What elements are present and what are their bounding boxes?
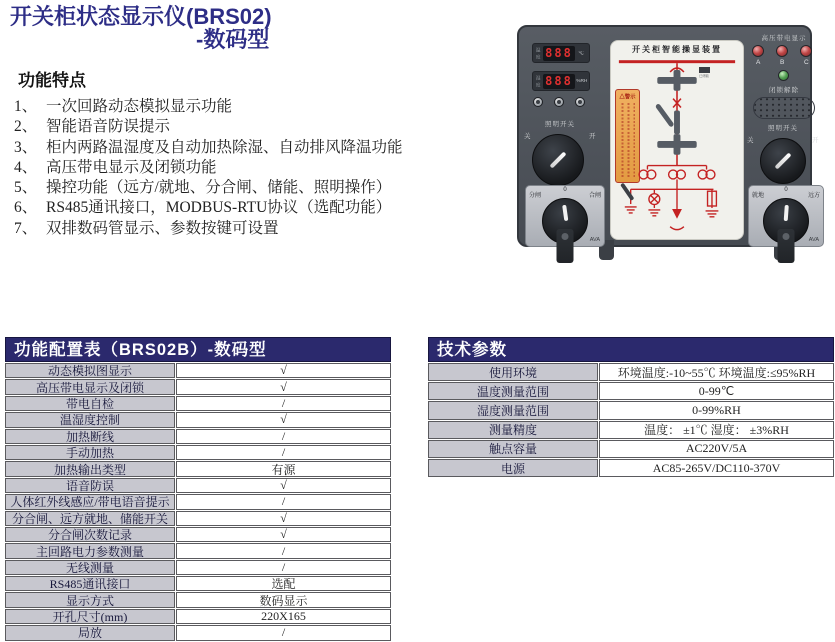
config-row-label: RS485通讯接口 xyxy=(5,576,175,591)
table-row xyxy=(428,382,834,400)
table-row xyxy=(428,401,834,419)
config-row-label: 无线测量 xyxy=(5,560,175,575)
left-switch-on-label: 开 xyxy=(589,133,596,140)
temperature-label: 温度 xyxy=(535,48,541,61)
selector-close-label: 合闸 xyxy=(588,193,601,199)
config-row-label: 手动加热 xyxy=(5,445,175,460)
local-remote-selector xyxy=(748,185,824,247)
table-row xyxy=(5,363,391,378)
feature-text: 智能语音防误提示 xyxy=(46,118,171,136)
page-title-line2: -数码型 xyxy=(196,27,270,52)
config-row-value: / xyxy=(176,429,391,444)
open-close-selector xyxy=(525,185,605,247)
interlock-led-icon xyxy=(778,70,789,81)
config-row-value: 220X165 xyxy=(176,609,391,624)
table-row xyxy=(428,440,834,458)
tech-row-value: 0-99%RH xyxy=(599,401,834,419)
config-row-label: 动态模拟图显示 xyxy=(5,363,175,378)
feature-text: 高压带电显示及闭锁功能 xyxy=(46,158,217,176)
feature-text: 柜内两路温湿度及自动加热除湿、自动排风降温功能 xyxy=(46,138,403,156)
config-row-value: √ xyxy=(176,363,391,378)
feature-number: 5、 xyxy=(14,179,38,197)
page-title-line1: 开关柜状态显示仪(BRS02) xyxy=(10,4,272,29)
selector-open-label: 分闸 xyxy=(529,193,542,199)
config-row-value: / xyxy=(176,445,391,460)
config-row-value: √ xyxy=(176,478,391,493)
tech-row-value: AC220V/5A xyxy=(599,440,834,458)
interlock-label: 闭锁解除 xyxy=(769,87,799,94)
phase-a-led-icon xyxy=(752,45,764,57)
tech-row-label: 湿度测量范围 xyxy=(428,401,598,419)
table-row xyxy=(428,421,834,439)
config-row-value: 数码显示 xyxy=(176,592,391,607)
feature-number: 4、 xyxy=(14,158,38,176)
selector-zero-label: 0 xyxy=(784,187,788,193)
humidity-value: 888 xyxy=(543,74,575,89)
config-row-label: 加热断线 xyxy=(5,429,175,444)
table-row xyxy=(5,461,391,476)
tech-row-label: 温度测量范围 xyxy=(428,382,598,400)
feature-text: 双排数码管显示、参数按键可设置 xyxy=(46,219,279,237)
feature-text: RS485通讯接口，MODBUS-RTU协议（选配功能） xyxy=(46,199,392,217)
config-table xyxy=(5,337,391,641)
tech-row-label: 触点容量 xyxy=(428,440,598,458)
config-row-label: 主回路电力参数测量 xyxy=(5,543,175,558)
selector-remote-label: 远方 xyxy=(807,193,820,199)
tech-table-rows xyxy=(428,363,834,477)
table-row xyxy=(5,511,391,526)
config-row-label: 分合闸、远方就地、储能开关 xyxy=(5,511,175,526)
temperature-value: 888 xyxy=(543,46,575,61)
config-row-label: 开孔尺寸(mm) xyxy=(5,609,175,624)
config-row-label: 加热输出类型 xyxy=(5,461,175,476)
selector-zero-label: 0 xyxy=(563,187,567,193)
feature-item xyxy=(14,158,494,178)
setting-buttons xyxy=(533,97,585,107)
config-row-value: 选配 xyxy=(176,576,391,591)
local-remote-rotary-icon xyxy=(763,198,809,244)
left-lighting-knob-icon xyxy=(532,134,584,186)
table-row xyxy=(5,412,391,427)
config-row-value: √ xyxy=(176,412,391,427)
temperature-unit: ℃ xyxy=(578,51,584,56)
phase-b-led-icon xyxy=(776,45,788,57)
tech-row-value: AC85-265V/DC110-370V xyxy=(599,459,834,477)
config-row-label: 语音防误 xyxy=(5,478,175,493)
tech-table xyxy=(428,337,834,477)
tech-row-value: 0-99℃ xyxy=(599,382,834,400)
energy-storage-label: 已储能 xyxy=(699,74,709,78)
selector-code: AVA xyxy=(589,237,600,243)
config-row-label: 局放 xyxy=(5,625,175,640)
config-row-label: 带电自检 xyxy=(5,396,175,411)
phase-b-label: B xyxy=(780,59,785,66)
tech-table-title: 技术参数 xyxy=(428,337,834,362)
config-row-label: 显示方式 xyxy=(5,592,175,607)
table-row xyxy=(5,379,391,394)
feature-item xyxy=(14,117,494,137)
speaker-icon xyxy=(753,97,815,119)
config-row-value: √ xyxy=(176,527,391,542)
config-row-value: / xyxy=(176,543,391,558)
feature-text: 操控功能（远方/就地、分合闸、储能、照明操作） xyxy=(46,179,392,197)
config-row-value: / xyxy=(176,396,391,411)
config-table-rows xyxy=(5,363,391,641)
selector-local-label: 就地 xyxy=(752,193,765,199)
phase-c-led-icon xyxy=(800,45,812,57)
feature-number: 6、 xyxy=(14,199,38,217)
table-row xyxy=(5,445,391,460)
page-title xyxy=(10,5,410,51)
table-row xyxy=(5,478,391,493)
config-row-label: 人体红外线感应/带电语音提示 xyxy=(5,494,175,509)
config-row-value: √ xyxy=(176,511,391,526)
config-row-value: / xyxy=(176,494,391,509)
phase-a-label: A xyxy=(756,59,761,66)
down-button-icon xyxy=(575,97,585,107)
left-switch-label: 照明开关 xyxy=(545,121,575,128)
humidity-label: 湿度 xyxy=(535,76,541,89)
table-row xyxy=(5,527,391,542)
open-close-rotary-icon xyxy=(542,198,588,244)
humidity-display xyxy=(532,71,590,91)
config-row-value: / xyxy=(176,625,391,640)
table-row xyxy=(5,576,391,591)
left-switch-off-label: 关 xyxy=(524,133,531,140)
right-lighting-knob-icon xyxy=(760,138,806,184)
feature-number: 1、 xyxy=(14,98,38,115)
feature-item xyxy=(14,198,494,218)
humidity-unit: %RH xyxy=(576,78,588,84)
tech-row-value: 温度： ±1℃ 湿度： ±3%RH xyxy=(599,421,834,439)
feature-item xyxy=(14,138,494,158)
mimic-panel-title: 开关柜智能操显装置 xyxy=(632,45,722,54)
config-row-label: 温湿度控制 xyxy=(5,412,175,427)
config-row-value: √ xyxy=(176,379,391,394)
right-switch-on-label: 开 xyxy=(812,137,819,144)
warning-title: △警示 xyxy=(619,95,636,101)
feature-number: 7、 xyxy=(14,219,38,237)
mimic-panel xyxy=(610,40,744,240)
feature-item xyxy=(14,178,494,198)
config-table-title: 功能配置表（BRS02B）-数码型 xyxy=(5,337,391,362)
table-row xyxy=(428,363,834,381)
config-row-label: 高压带电显示及闭锁 xyxy=(5,379,175,394)
table-row xyxy=(5,396,391,411)
config-row-label: 分合闸次数记录 xyxy=(5,527,175,542)
temperature-display xyxy=(532,43,590,63)
phase-c-label: C xyxy=(804,59,809,66)
table-row xyxy=(428,459,834,477)
table-row xyxy=(5,494,391,509)
table-row xyxy=(5,625,391,640)
device-photo xyxy=(517,25,820,247)
feature-number: 3、 xyxy=(14,138,38,156)
set-button-icon xyxy=(533,97,543,107)
up-button-icon xyxy=(554,97,564,107)
tech-row-value: 环境温度:-10~55℃ 环境温度:≤95%RH xyxy=(599,363,834,381)
feature-text: 一次回路动态模拟显示功能 xyxy=(46,98,233,115)
feature-item xyxy=(14,219,494,239)
table-row xyxy=(5,560,391,575)
config-row-value: 有源 xyxy=(176,461,391,476)
right-switch-off-label: 关 xyxy=(747,137,754,144)
table-row xyxy=(5,609,391,624)
tech-row-label: 电源 xyxy=(428,459,598,477)
features-heading: 功能特点 xyxy=(18,71,86,90)
feature-number: 2、 xyxy=(14,118,38,136)
selector-code: AVA xyxy=(808,237,819,243)
single-line-diagram-icon xyxy=(611,41,743,239)
hv-display-label: 高压带电显示 xyxy=(761,35,807,42)
feature-item xyxy=(14,97,494,117)
table-row xyxy=(5,429,391,444)
right-switch-label: 照明开关 xyxy=(768,125,798,132)
table-row xyxy=(5,543,391,558)
tech-row-label: 使用环境 xyxy=(428,363,598,381)
features-list xyxy=(14,97,494,239)
config-row-value: / xyxy=(176,560,391,575)
tech-row-label: 测量精度 xyxy=(428,421,598,439)
table-row xyxy=(5,592,391,607)
